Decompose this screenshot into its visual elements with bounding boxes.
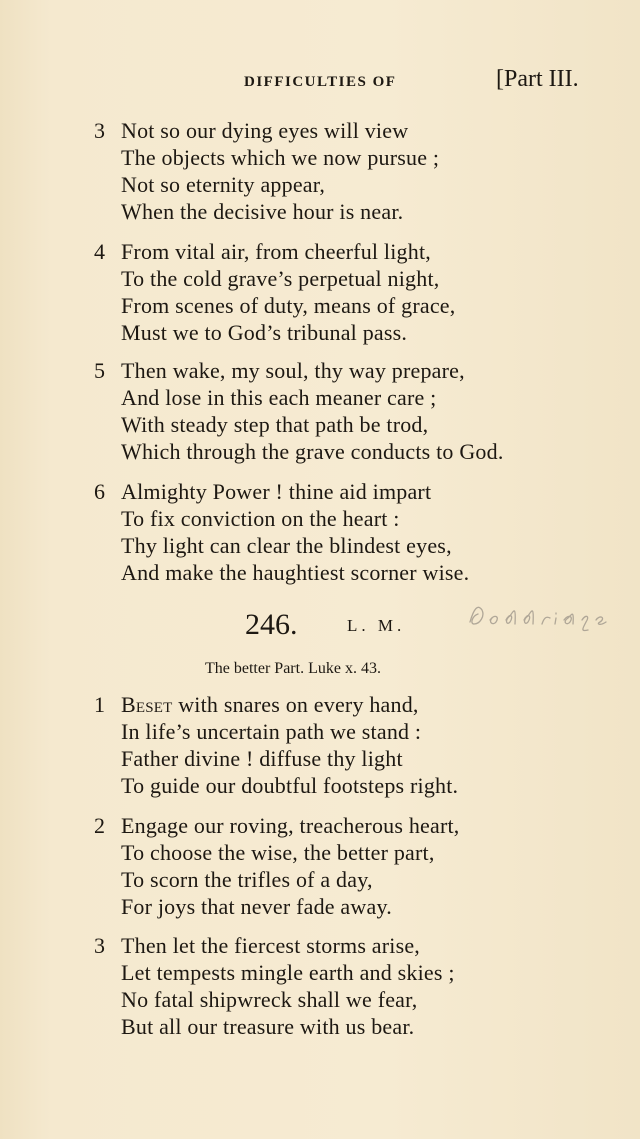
verse-line: With steady step that path be trod, <box>121 412 429 437</box>
verse-number: 4 <box>94 239 105 264</box>
verse-line: To guide our doubtful footsteps right. <box>121 773 459 798</box>
hymn-meter: L. M. <box>347 616 406 635</box>
verse-line: Must we to God’s tribunal pass. <box>121 320 408 345</box>
verse-line: Father divine ! diffuse thy light <box>121 746 403 771</box>
verse-line: Then wake, my soul, thy way prepare, <box>121 358 465 383</box>
first-word: Beset <box>121 692 173 717</box>
verse-line: To choose the wise, the better part, <box>121 840 435 865</box>
verse-line: From vital air, from cheerful light, <box>121 239 431 264</box>
handwritten-signature <box>460 598 640 638</box>
verse-line: To fix conviction on the heart : <box>121 506 400 531</box>
verse-line: And lose in this each meaner care ; <box>121 385 437 410</box>
verse-line: When the decisive hour is near. <box>121 199 404 224</box>
verse-number: 6 <box>94 479 105 504</box>
page-header <box>0 66 640 96</box>
signature-drawing <box>460 598 640 638</box>
verse-line: The objects which we now pursue ; <box>121 145 440 170</box>
verse-line: Not so our dying eyes will view <box>121 118 409 143</box>
verse-line: To the cold grave’s perpetual night, <box>121 266 440 291</box>
verse-line: And make the haughtiest scorner wise. <box>121 560 470 585</box>
verse-line: But all our treasure with us bear. <box>121 1014 415 1039</box>
verse-line <box>121 692 419 719</box>
verse-line: In life’s uncertain path we stand : <box>121 719 422 744</box>
verse-line: Not so eternity appear, <box>121 172 326 197</box>
verse-line: From scenes of duty, means of grace, <box>121 293 456 318</box>
verse-line: Then let the fiercest storms arise, <box>121 933 421 958</box>
verse-number: 3 <box>94 118 105 143</box>
verse-line: For joys that never fade away. <box>121 894 392 919</box>
verse-number: 1 <box>94 692 105 717</box>
part-label: [Part III. <box>496 66 579 92</box>
verse-number: 3 <box>94 933 105 958</box>
verse-line: Engage our roving, treacherous heart, <box>121 813 460 838</box>
verse-line: Thy light can clear the blindest eyes, <box>121 533 452 558</box>
verse-line: No fatal shipwreck shall we fear, <box>121 987 418 1012</box>
verse-number: 5 <box>94 358 105 383</box>
verse-line: Which through the grave conducts to God. <box>121 439 504 464</box>
verse-line: Almighty Power ! thine aid impart <box>121 479 432 504</box>
verse-number: 2 <box>94 813 105 838</box>
running-head: DIFFICULTIES OF <box>244 74 397 90</box>
first-line-rest: with snares on every hand, <box>172 692 419 717</box>
hymn-number: 246. <box>245 608 298 641</box>
verse-line: Let tempests mingle earth and skies ; <box>121 960 455 985</box>
verse-line: To scorn the trifles of a day, <box>121 867 373 892</box>
hymn-subtitle: The better Part. Luke x. 43. <box>205 660 381 677</box>
